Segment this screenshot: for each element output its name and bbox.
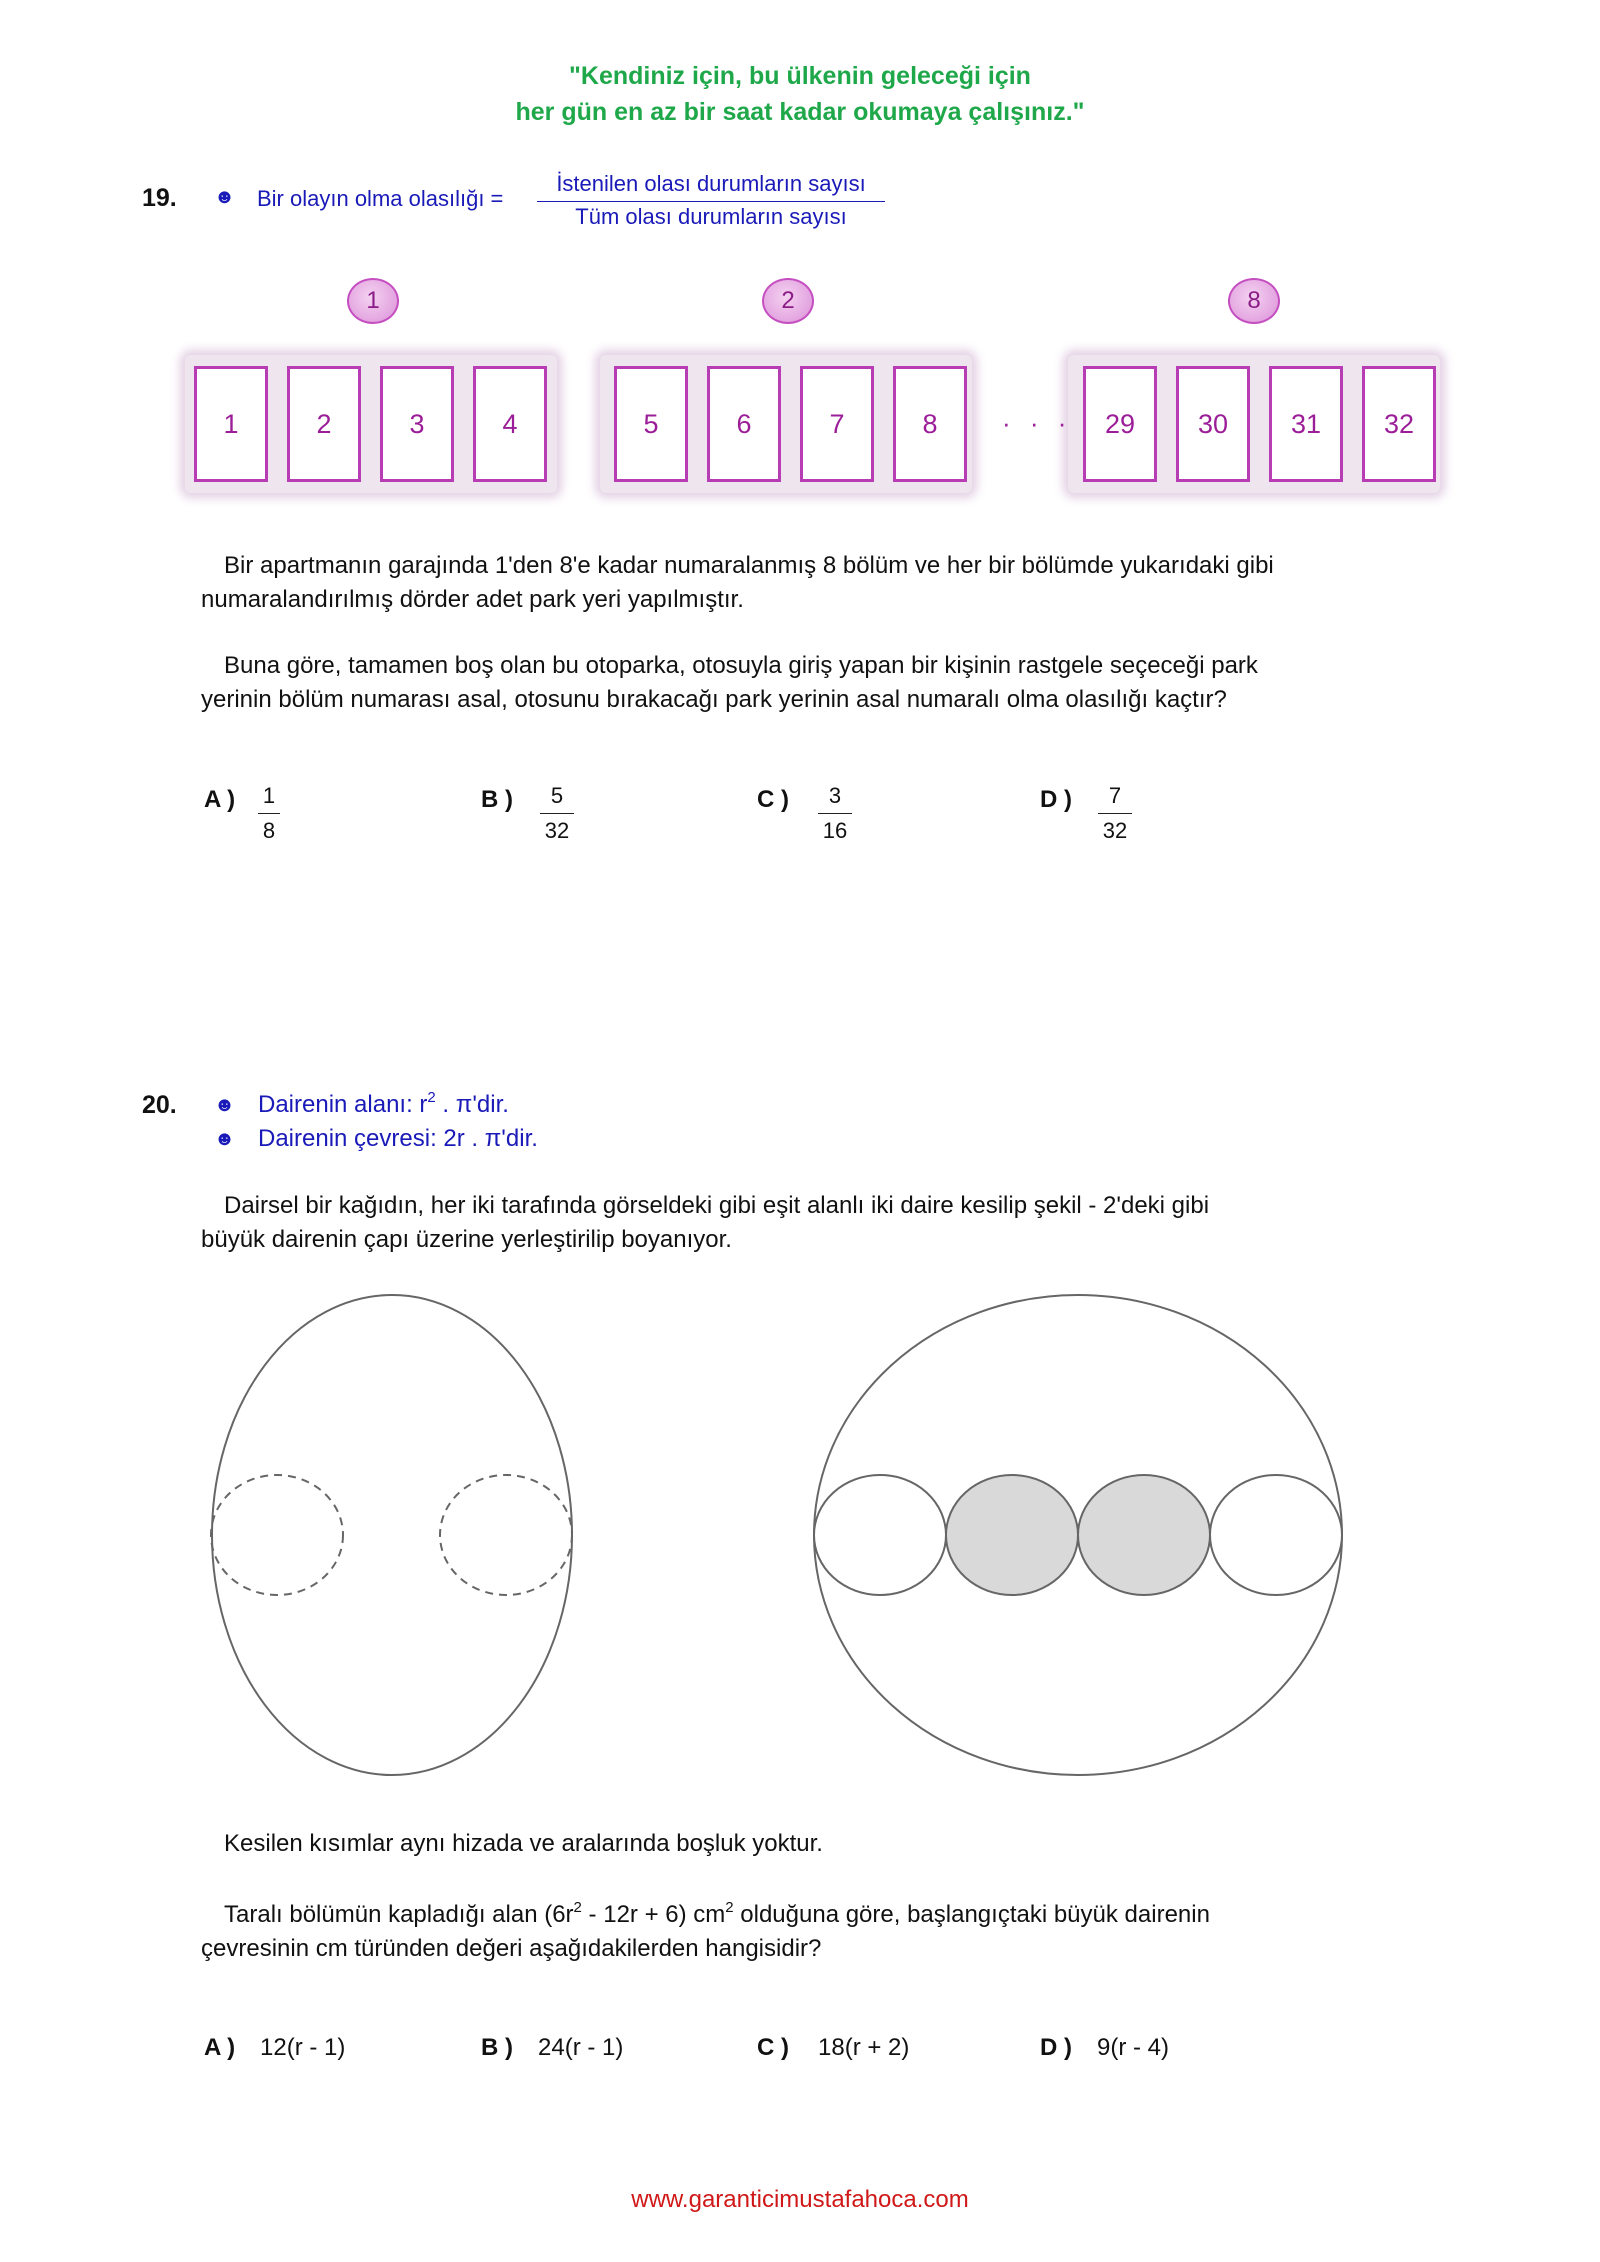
q20-paragraph-2-line-2: çevresinin cm türünden değeri aşağıdakilerden hangisidir?	[201, 1935, 822, 1962]
superscript: 2	[725, 1899, 734, 1916]
figure-1-cut-circle-left	[211, 1475, 343, 1595]
q19-option-b-letter[interactable]: B )	[481, 786, 513, 813]
text-part: olduğuna göre, başlangıçtaki büyük dairenin	[733, 1901, 1210, 1928]
section-bubble-2: 2	[762, 278, 814, 324]
q19-option-c-letter[interactable]: C )	[757, 786, 789, 813]
parking-slot: 29	[1083, 366, 1157, 482]
q20-option-d-letter[interactable]: D )	[1040, 2034, 1072, 2061]
q19-paragraph-2-line-2: yerinin bölüm numarası asal, otosunu bırakacağı park yerinin asal numaralı olma olasılığı kaçtır?	[201, 686, 1227, 713]
q20-info-circumference: Dairenin çevresi: 2r . π'dir.	[258, 1125, 538, 1152]
superscript: 2	[427, 1089, 436, 1106]
q20-info-area	[258, 1091, 509, 1119]
q19-option-b-value[interactable]	[540, 781, 574, 846]
info-area-text: Dairenin alanı: r	[258, 1091, 428, 1118]
bullet-icon: ☻	[214, 186, 236, 208]
denominator: 16	[822, 818, 848, 843]
q20-paragraph-1-line-1: Dairsel bir kağıdın, her iki tarafında görseldeki gibi eşit alanlı iki daire kesilip şekil - 2'deki gibi	[224, 1192, 1210, 1219]
fraction-bar	[818, 813, 852, 814]
numerator: 7	[1108, 783, 1122, 808]
parking-slot: 7	[800, 366, 874, 482]
q20-option-a-letter[interactable]: A )	[204, 2034, 236, 2061]
q20-figures	[195, 1285, 1435, 1805]
q19-option-d-letter[interactable]: D )	[1040, 786, 1072, 813]
figure-1-cut-circle-right	[440, 1475, 572, 1595]
text-part: - 12r + 6) cm	[581, 1901, 726, 1928]
superscript: 2	[573, 1899, 582, 1916]
formula-fraction-bar	[537, 201, 885, 202]
q20-option-b-value[interactable]: 24(r - 1)	[538, 2034, 624, 2061]
text-part: Taralı bölümün kapladığı alan (6r	[224, 1901, 574, 1928]
q19-option-c-value[interactable]	[818, 781, 852, 846]
denominator: 32	[1102, 818, 1128, 843]
question-20-number: 20.	[142, 1091, 177, 1119]
numerator: 1	[262, 783, 276, 808]
figure-2-circle-4	[1210, 1475, 1342, 1595]
q20-option-c-letter[interactable]: C )	[757, 2034, 789, 2061]
parking-slot: 2	[287, 366, 361, 482]
parking-slot: 1	[194, 366, 268, 482]
motto-line-1: "Kendiniz için, bu ülkenin geleceği için	[569, 62, 1031, 90]
q19-option-a-letter[interactable]: A )	[204, 786, 236, 813]
parking-slot: 4	[473, 366, 547, 482]
q20-option-b-letter[interactable]: B )	[481, 2034, 513, 2061]
q20-paragraph-1-line-2: büyük dairenin çapı üzerine yerleştirilip boyanıyor.	[201, 1226, 732, 1253]
footer-website-link[interactable]: www.garanticimustafahoca.com	[631, 2186, 969, 2213]
fraction-bar	[1098, 813, 1132, 814]
parking-slot: 30	[1176, 366, 1250, 482]
q20-option-c-value[interactable]: 18(r + 2)	[818, 2034, 910, 2061]
bullet-icon: ☻	[214, 1094, 236, 1116]
figure-2-shaded-circle-1	[946, 1475, 1078, 1595]
formula-denominator: Tüm olası durumların sayısı	[575, 204, 847, 229]
q19-paragraph-1-line-1: Bir apartmanın garajında 1'den 8'e kadar numaralanmış 8 bölüm ve her bir bölümde yukarıdaki gibi	[224, 552, 1274, 579]
formula-numerator: İstenilen olası durumların sayısı	[556, 171, 866, 196]
q19-option-a-value[interactable]	[258, 781, 280, 846]
q20-note: Kesilen kısımlar aynı hizada ve aralarında boşluk yoktur.	[224, 1830, 823, 1857]
motto-line-2: her gün en az bir saat kadar okumaya çalışınız."	[515, 98, 1085, 126]
parking-slot: 31	[1269, 366, 1343, 482]
parking-slot: 8	[893, 366, 967, 482]
question-19-number: 19.	[142, 184, 177, 212]
info-area-text-end: . π'dir.	[435, 1091, 509, 1118]
parking-slot: 6	[707, 366, 781, 482]
q19-option-d-value[interactable]	[1098, 781, 1132, 846]
parking-slot: 32	[1362, 366, 1436, 482]
bullet-icon: ☻	[214, 1128, 236, 1150]
formula-lead: Bir olayın olma olasılığı =	[257, 186, 504, 211]
fraction-bar	[540, 813, 574, 814]
parking-slot: 5	[614, 366, 688, 482]
figure-1-big-circle	[212, 1295, 572, 1775]
denominator: 8	[262, 818, 276, 843]
parking-slot: 3	[380, 366, 454, 482]
fraction-bar	[258, 813, 280, 814]
section-bubble-1: 1	[347, 278, 399, 324]
ellipsis: · · ·	[1002, 408, 1073, 438]
q19-paragraph-2-line-1: Buna göre, tamamen boş olan bu otoparka, otosuyla giriş yapan bir kişinin rastgele seçeceği park	[224, 652, 1258, 679]
denominator: 32	[544, 818, 570, 843]
figure-2-circle-1	[814, 1475, 946, 1595]
section-bubble-8: 8	[1228, 278, 1280, 324]
q20-option-a-value[interactable]: 12(r - 1)	[260, 2034, 346, 2061]
q20-option-d-value[interactable]: 9(r - 4)	[1097, 2034, 1169, 2061]
numerator: 3	[828, 783, 842, 808]
numerator: 5	[550, 783, 564, 808]
q19-paragraph-1-line-2: numaralandırılmış dörder adet park yeri yapılmıştır.	[201, 586, 744, 613]
figure-2-shaded-circle-2	[1078, 1475, 1210, 1595]
